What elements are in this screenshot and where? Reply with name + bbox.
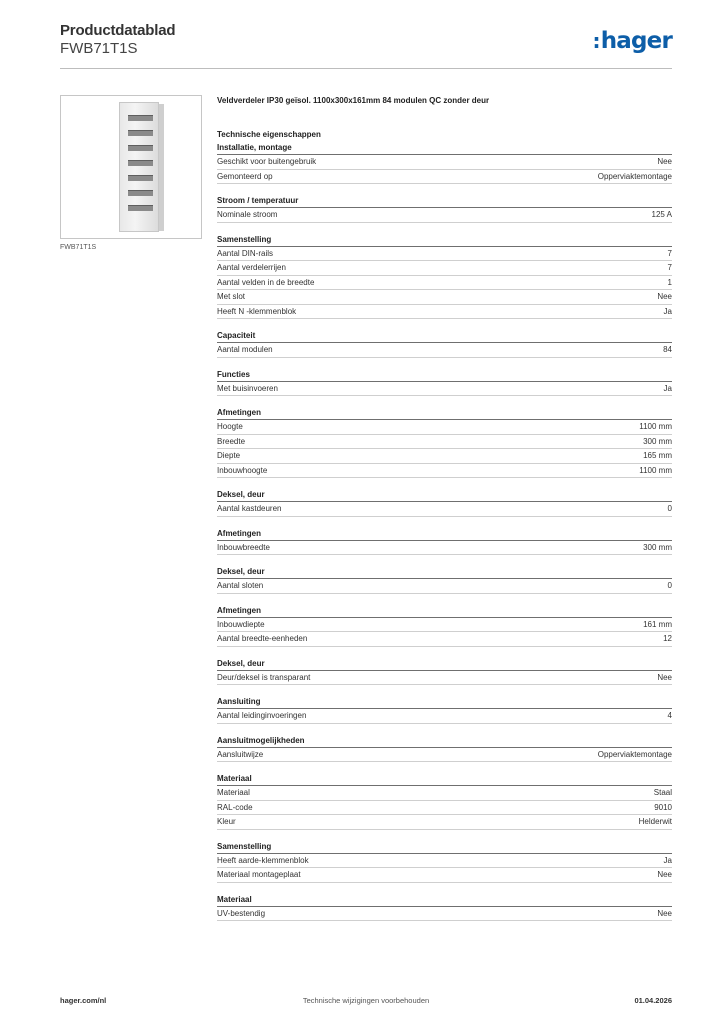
group-title: Deksel, deur	[217, 657, 672, 671]
spec-value: Nee	[657, 870, 672, 879]
logo-text: hager	[600, 28, 672, 54]
spec-label: Materiaal montageplaat	[217, 870, 301, 879]
hager-logo: :hager	[592, 28, 672, 54]
group-spacer	[217, 223, 672, 233]
spec-row	[217, 208, 672, 223]
spec-label: Heeft aarde-klemmenblok	[217, 855, 309, 865]
group-title: Afmetingen	[217, 406, 672, 420]
spec-group	[217, 772, 672, 830]
group-spacer	[217, 319, 672, 329]
spec-value: 300 mm	[643, 436, 672, 446]
spec-value: Nee	[657, 908, 672, 918]
spec-group	[217, 604, 672, 647]
spec-value: 84	[663, 345, 672, 354]
spec-row	[217, 541, 672, 556]
rail-slot	[128, 145, 153, 151]
product-image-label: FWB71T1S	[60, 244, 97, 251]
spec-value: 0	[667, 504, 672, 513]
footer-date: 01.04.2026	[634, 996, 672, 1005]
group-spacer	[217, 478, 672, 488]
spec-label: Diepte	[217, 451, 241, 460]
spec-row	[217, 276, 672, 291]
spec-row	[217, 155, 672, 170]
spec-group	[217, 527, 672, 556]
spec-value: Ja	[663, 855, 672, 865]
group-spacer	[217, 555, 672, 565]
spec-value: Nee	[657, 292, 672, 301]
spec-row	[217, 671, 672, 686]
rail-slot	[128, 160, 153, 166]
spec-group	[217, 657, 672, 686]
spec-value: 7	[667, 263, 672, 272]
spec-row	[217, 290, 672, 305]
cabinet-side	[159, 104, 164, 231]
spec-label: Deur/deksel is transparant	[217, 672, 311, 682]
spec-row	[217, 435, 672, 450]
spec-value: 1	[667, 277, 672, 287]
spec-row	[217, 632, 672, 647]
spec-label: Nominale stroom	[217, 210, 278, 219]
group-spacer	[217, 830, 672, 840]
spec-group	[217, 329, 672, 358]
spec-value: Ja	[663, 383, 672, 393]
spec-row	[217, 907, 672, 922]
spec-group	[217, 368, 672, 397]
spec-label: Aantal leidinginvoeringen	[217, 711, 307, 720]
spec-label: Gemonteerd op	[217, 171, 273, 181]
group-title: Stroom / temperatuur	[217, 194, 672, 208]
spec-label: Hoogte	[217, 422, 243, 431]
spec-label: Aansluitwijze	[217, 749, 264, 759]
spec-row	[217, 868, 672, 883]
spec-value: 12	[663, 634, 672, 643]
spec-row	[217, 502, 672, 517]
spec-value: 125 A	[651, 210, 672, 219]
spec-group	[217, 734, 672, 763]
spec-label: Heeft N -klemmenblok	[217, 306, 297, 316]
spec-content	[217, 95, 672, 921]
group-spacer	[217, 647, 672, 657]
group-title: Afmetingen	[217, 604, 672, 618]
spec-group	[217, 893, 672, 922]
spec-value: 1100 mm	[639, 465, 672, 475]
spec-row	[217, 854, 672, 869]
group-spacer	[217, 396, 672, 406]
group-title: Materiaal	[217, 893, 672, 907]
spec-label: Kleur	[217, 817, 236, 826]
spec-value: 7	[667, 248, 672, 258]
spec-value: Ja	[663, 306, 672, 316]
group-title: Deksel, deur	[217, 488, 672, 502]
group-spacer	[217, 184, 672, 194]
group-spacer	[217, 358, 672, 368]
tech-properties-heading: Technische eigenschappen	[217, 130, 321, 139]
spec-value: Nee	[657, 157, 672, 166]
cabinet-illustration	[119, 102, 159, 232]
group-title: Installatie, montage	[217, 141, 672, 155]
spec-label: Aantal sloten	[217, 581, 264, 590]
spec-value: Nee	[657, 672, 672, 682]
product-image	[60, 95, 202, 239]
group-title: Materiaal	[217, 772, 672, 786]
group-spacer	[217, 883, 672, 893]
spec-value: 0	[667, 581, 672, 590]
page-header	[60, 22, 672, 70]
spec-group	[217, 194, 672, 223]
spec-row	[217, 305, 672, 320]
spec-group	[217, 141, 672, 184]
group-spacer	[217, 762, 672, 772]
spec-label: Met slot	[217, 292, 246, 301]
spec-row	[217, 801, 672, 816]
spec-value: 165 mm	[643, 451, 672, 460]
spec-row	[217, 247, 672, 262]
group-title: Deksel, deur	[217, 565, 672, 579]
product-description: Veldverdeler IP30 geïsol. 1100x300x161mm 84 modulen QC zonder deur	[217, 96, 490, 105]
spec-group	[217, 488, 672, 517]
spec-label: Inbouwdiepte	[217, 619, 265, 629]
group-title: Samenstelling	[217, 840, 672, 854]
spec-label: Geschikt voor buitengebruik	[217, 157, 317, 166]
spec-group	[217, 565, 672, 594]
spec-label: Inbouwbreedte	[217, 542, 270, 552]
group-title: Samenstelling	[217, 233, 672, 247]
spec-value: 4	[667, 711, 672, 720]
spec-value: 300 mm	[643, 542, 672, 552]
spec-row	[217, 579, 672, 594]
spec-groups	[217, 141, 672, 921]
spec-label: RAL-code	[217, 802, 253, 812]
spec-label: Aantal modulen	[217, 345, 273, 354]
spec-label: Aantal breedte-eenheden	[217, 634, 308, 643]
spec-label: Inbouwhoogte	[217, 465, 268, 475]
spec-row	[217, 170, 672, 185]
group-spacer	[217, 724, 672, 734]
spec-label: UV-bestendig	[217, 908, 266, 918]
spec-row	[217, 786, 672, 801]
spec-label: Materiaal	[217, 788, 250, 797]
group-title: Afmetingen	[217, 527, 672, 541]
spec-row	[217, 618, 672, 633]
spec-group	[217, 840, 672, 883]
spec-row	[217, 343, 672, 358]
rail-slot	[128, 205, 153, 211]
header-divider	[60, 68, 672, 69]
spec-value: 9010	[654, 802, 672, 812]
product-code: FWB71T1S	[60, 40, 138, 57]
group-spacer	[217, 517, 672, 527]
spec-label: Aantal DIN-rails	[217, 248, 274, 258]
spec-row	[217, 382, 672, 397]
group-title: Aansluiting	[217, 695, 672, 709]
spec-label: Aantal verdelerrijen	[217, 263, 286, 272]
spec-group	[217, 233, 672, 320]
spec-row	[217, 464, 672, 479]
spec-value: 1100 mm	[639, 422, 672, 431]
rail-slot	[128, 130, 153, 136]
spec-row	[217, 709, 672, 724]
group-title: Functies	[217, 368, 672, 382]
rail-slot	[128, 115, 153, 121]
spec-row	[217, 449, 672, 464]
spec-value: Opperviaktemontage	[597, 171, 672, 181]
spec-group	[217, 695, 672, 724]
spec-label: Breedte	[217, 436, 246, 446]
spec-label: Aantal velden in de breedte	[217, 277, 315, 287]
rail-slot	[128, 190, 153, 196]
spec-row	[217, 815, 672, 830]
spec-label: Aantal kastdeuren	[217, 504, 282, 513]
group-title: Capaciteit	[217, 329, 672, 343]
group-spacer	[217, 594, 672, 604]
spec-value: 161 mm	[643, 619, 672, 629]
spec-row	[217, 420, 672, 435]
spec-row	[217, 748, 672, 763]
group-title: Aansluitmogelijkheden	[217, 734, 672, 748]
spec-group	[217, 406, 672, 478]
footer-website: hager.com/nl	[60, 996, 107, 1005]
spec-value: Opperviaktemontage	[597, 749, 672, 759]
group-spacer	[217, 685, 672, 695]
spec-label: Met buisinvoeren	[217, 383, 278, 393]
footer-notice: Technische wijzigingen voorbehouden	[302, 996, 430, 1005]
page-title: Productdatablad	[60, 22, 176, 39]
rail-slot	[128, 175, 153, 181]
spec-row	[217, 261, 672, 276]
spec-value: Staal	[653, 788, 672, 797]
spec-value: Helderwit	[638, 817, 672, 826]
